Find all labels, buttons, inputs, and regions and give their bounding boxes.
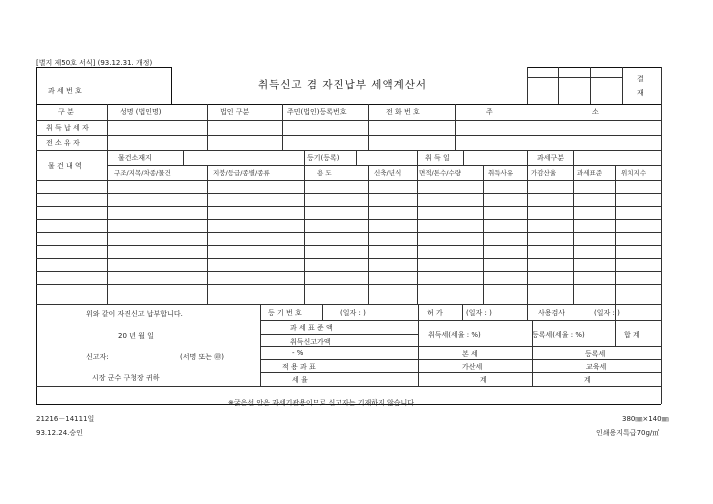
property-acquired-date: 취 득 일 xyxy=(425,154,450,162)
form-reference: [별지 제50호 서식] (93.12.31. 개정) xyxy=(36,59,153,67)
approval-label-bottom: 재 xyxy=(637,89,644,97)
permit-date: (일자 : ) xyxy=(466,309,492,317)
footer-size: 380㎜×140㎜ xyxy=(622,415,669,423)
property-col-structure: 구조/지목/차종/물건 xyxy=(114,169,171,177)
use-inspection-date: (일자 : ) xyxy=(594,309,620,317)
property-col-use: 용 도 xyxy=(317,169,332,177)
property-col-area: 면적/톤수/수량 xyxy=(419,169,462,177)
principal-tax-label: 본 세 xyxy=(462,350,478,358)
row-acquirer: 취 득 납 세 자 xyxy=(46,124,89,132)
property-col-year: 신축/년식 xyxy=(374,169,402,177)
footer-approved: 93.12.24.승인 xyxy=(36,429,83,437)
education-tax-label: 교육세 xyxy=(586,363,607,371)
col-corp-type: 법인 구분 xyxy=(220,108,250,116)
tax-number-label: 과 세 번 호 xyxy=(48,87,82,95)
registration-number-label: 등 기 번 호 xyxy=(268,309,302,317)
page-title: 취득신고 겸 자진납부 세액계산서 xyxy=(258,79,428,91)
declaration-text: 위와 같이 자진신고 납부합니다. xyxy=(86,310,183,318)
property-label: 물 건 내 역 xyxy=(48,162,82,170)
signature-label: (서명 또는 ㊞) xyxy=(180,353,224,361)
tax-rate-label: 세 율 xyxy=(292,376,308,384)
col-phone: 전 화 번 호 xyxy=(386,108,420,116)
total-label: 합 계 xyxy=(624,331,640,339)
percent-row: - % xyxy=(292,349,304,357)
subtotal-2: 계 xyxy=(584,376,591,384)
subtotal-1: 계 xyxy=(480,376,487,384)
col-address-2: 소 xyxy=(592,108,599,116)
applied-standard-label: 적 용 과 표 xyxy=(282,363,316,371)
property-registration: 등기(등록) xyxy=(307,154,340,162)
footer-paper: 인쇄용지특급70g/㎡ xyxy=(596,429,660,437)
acquisition-tax-rate: 취득세(세율 : %) xyxy=(428,331,481,339)
registration-date: (일자 : ) xyxy=(340,309,366,317)
footnote: ※굵은선 안은 과세기관용이므로 신고자는 기재하지 않습니다. xyxy=(228,399,417,407)
permit-label: 허 가 xyxy=(427,309,443,317)
approval-label-top: 결 xyxy=(637,75,644,83)
row-transferor: 전 소 유 자 xyxy=(46,139,80,147)
property-location: 물건소재지 xyxy=(118,154,152,162)
property-col-location-index: 위치지수 xyxy=(621,169,647,177)
footer-code: 21216－14111일 xyxy=(36,415,95,423)
col-name: 성명 (법인명) xyxy=(120,108,162,116)
recipient-label: 시장 군수 구청장 귀하 xyxy=(92,374,160,382)
property-col-roof: 지붕/등급/종별/종류 xyxy=(213,169,270,177)
property-col-reason: 취득사유 xyxy=(488,169,514,177)
registration-tax-rate: 등록세(세율 : %) xyxy=(532,331,585,339)
col-reg-no: 주민(법인)등록번호 xyxy=(287,108,347,116)
property-tax-category: 과세구분 xyxy=(537,154,565,162)
col-category: 구 분 xyxy=(58,108,74,116)
declarer-label: 신고자: xyxy=(86,353,109,361)
property-col-rate: 가감산율 xyxy=(531,169,557,177)
date-line: 20 년 월 일 xyxy=(118,332,154,340)
use-inspection-label: 사용검사 xyxy=(538,309,566,317)
property-col-tax-base: 과세표준 xyxy=(577,169,603,177)
declared-price-label: 취득신고가액 xyxy=(290,338,331,346)
surcharge-label: 가산세 xyxy=(462,363,483,371)
col-address-1: 주 xyxy=(486,108,493,116)
tax-base-amount-label: 과 세 표 준 액 xyxy=(290,324,333,332)
registration-tax-label: 등록세 xyxy=(585,350,606,358)
